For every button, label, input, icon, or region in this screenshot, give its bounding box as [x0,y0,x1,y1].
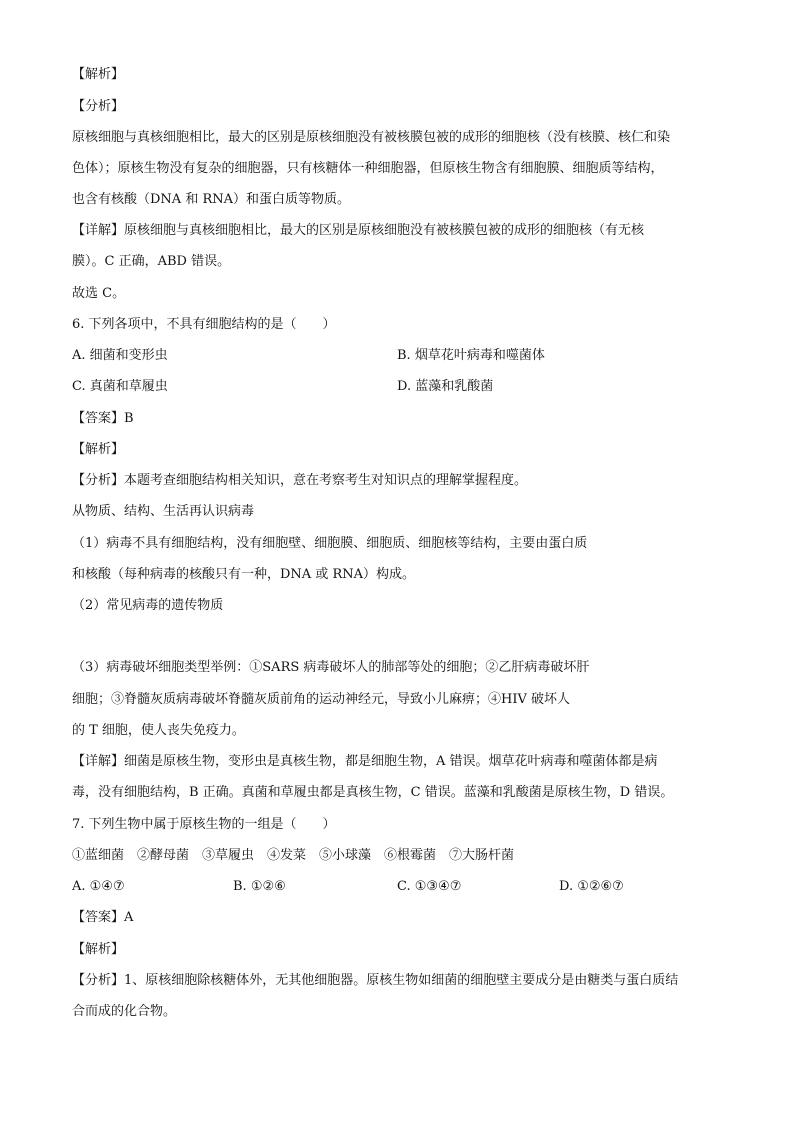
q6-option-d: D. 蓝藻和乳酸菌 [397,379,494,394]
q6-analysis-line-5: （2）常见病毒的遗传物质 [72,598,224,613]
q6-analysis-line-7: 细胞；③脊髓灰质病毒破坏脊髓灰质前角的运动神经元，导致小儿麻痹；④HIV 破坏人 [72,692,570,707]
q7-stem: 7. 下列生物中属于原核生物的一组是（ ） [72,817,336,832]
q6-analysis-line-3: （1）病毒不具有细胞结构，没有细胞壁、细胞膜、细胞质、细胞核等结构，主要由蛋白质 [72,536,588,551]
q7-analysis-line-1: 【分析】1、原核细胞除核糖体外，无其他细胞器。原核生物如细菌的细胞壁主要成分是由糖类与蛋白质结 [72,973,679,988]
q6-detail-line-2: 毒，没有细胞结构，B 正确。真菌和草履虫都是真核生物，C 错误。蓝藻和乳酸菌是原核生物，D 错误。 [72,785,674,800]
q6-analysis-line-1: 【分析】本题考查细胞结构相关知识，意在考察考生对知识点的理解掌握程度。 [72,473,528,488]
q5-analysis-line-3: 也含有核酸（DNA 和 RNA）和蛋白质等物质。 [72,192,351,207]
q6-jiexi-heading: 【解析】 [72,442,125,457]
q5-analysis-line-1: 原核细胞与真核细胞相比，最大的区别是原核细胞没有被核膜包被的成形的细胞核（没有核膜、核仁和染 [72,130,671,145]
q7-option-d: D. ①②⑥⑦ [559,879,624,894]
q6-stem: 6. 下列各项中，不具有细胞结构的是（ ） [72,317,336,332]
q5-jiexi-heading: 【解析】 [72,67,125,82]
q7-option-a: A. ①④⑦ [72,879,125,894]
q5-choose: 故选 C。 [72,286,126,301]
q7-items: ①蓝细菌 ②酵母菌 ③草履虫 ④发菜 ⑤小球藻 ⑥根霉菌 ⑦大肠杆菌 [72,848,515,863]
q6-analysis-line-6: （3）病毒破坏细胞类型举例：①SARS 病毒破坏人的肺部等处的细胞；②乙肝病毒破坏肝 [72,660,590,675]
q6-detail-line-1: 【详解】细菌是原核生物，变形虫是真核生物，都是细胞生物，A 错误。烟草花叶病毒和噬菌体都是病 [72,754,658,769]
q7-option-b: B. ①②⑥ [233,879,286,894]
q6-analysis-line-4: 和核酸（每种病毒的核酸只有一种，DNA 或 RNA）构成。 [72,567,416,582]
q6-analysis-line-8: 的 T 细胞，使人丧失免疫力。 [72,723,245,738]
q7-answer: 【答案】A [72,910,134,925]
q7-option-c: C. ①③④⑦ [397,879,462,894]
q6-answer: 【答案】B [72,411,134,426]
q7-jiexi-heading: 【解析】 [72,942,125,957]
q5-detail-line-1: 【详解】原核细胞与真核细胞相比，最大的区别是原核细胞没有被核膜包被的成形的细胞核（有无核 [72,223,645,238]
q6-option-c: C. 真菌和草履虫 [72,379,168,394]
q5-analysis-line-2: 色体）；原核生物没有复杂的细胞器，只有核糖体一种细胞器，但原核生物含有细胞膜、细胞质等结构， [72,161,664,176]
q5-detail-line-2: 膜）。C 正确，ABD 错误。 [72,254,231,269]
q5-fenxi-heading: 【分析】 [72,99,125,114]
q7-analysis-line-2: 合而成的化合物。 [72,1004,177,1019]
q6-option-b: B. 烟草花叶病毒和噬菌体 [397,348,545,363]
q6-option-a: A. 细菌和变形虫 [72,348,168,363]
q6-analysis-line-2: 从物质、结构、生活再认识病毒 [72,504,255,519]
